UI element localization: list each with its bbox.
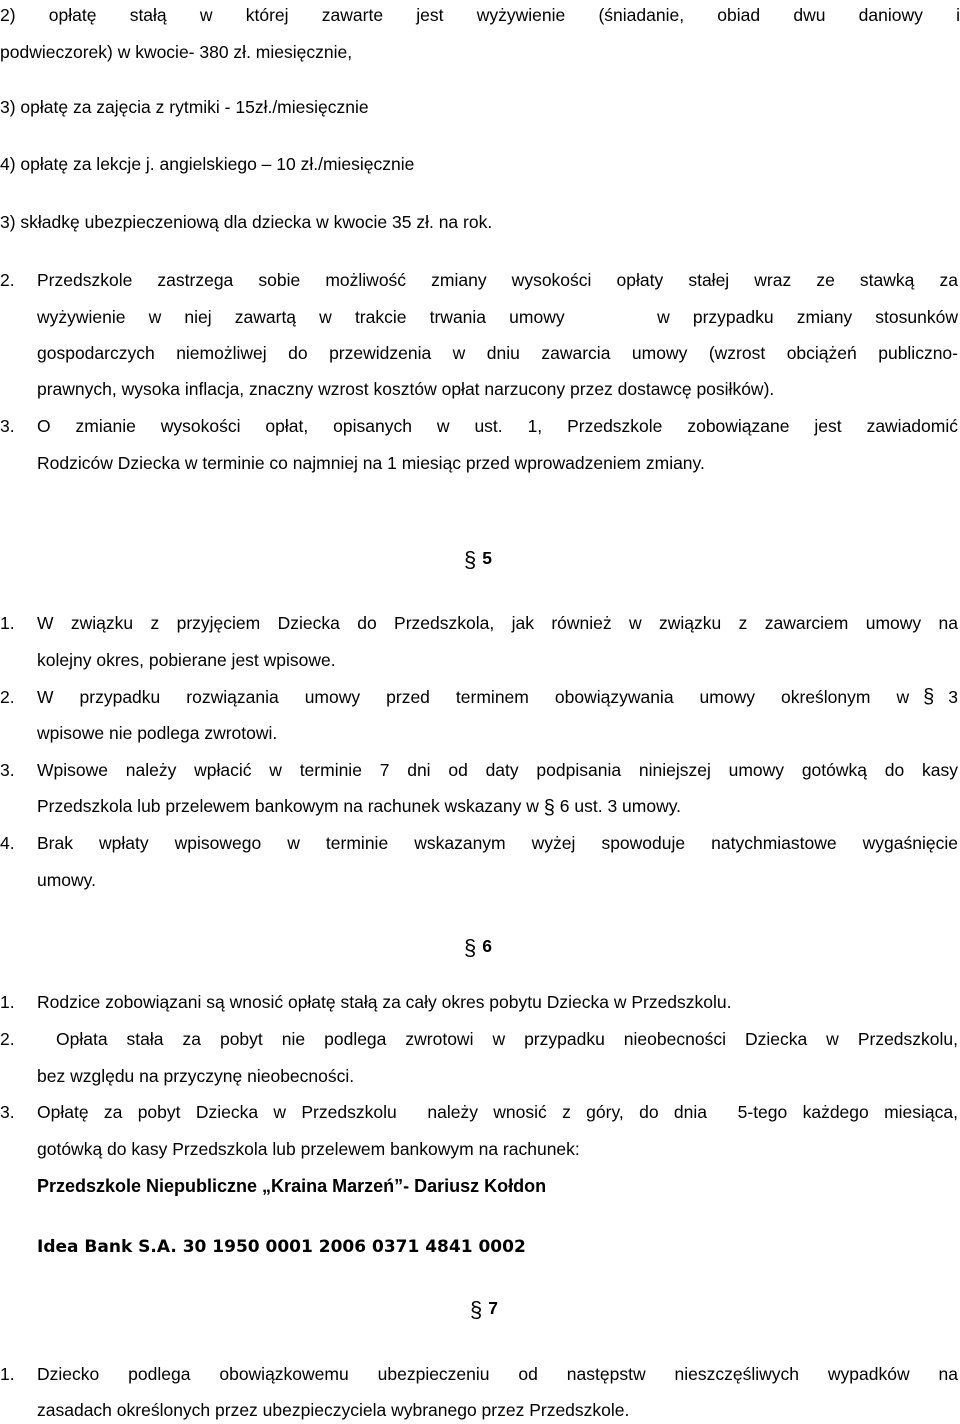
item-number: 3.: [0, 1102, 15, 1122]
paragraph-3-line: Rodziców Dziecka w terminie co najmniej na 1 miesiąc przed wprowadzeniem zmiany.: [37, 453, 705, 473]
item-number: 4.: [0, 833, 15, 853]
paragraph-3-line: O zmianie wysokości opłat, opisanych w ust. 1, Przedszkole zobowiązane jest zawiadomić: [37, 416, 958, 436]
item-number: 2.: [0, 1029, 15, 1049]
section-6-item-2-line: bez względu na przyczynę nieobecności.: [37, 1066, 355, 1086]
section-symbol-icon: §: [464, 547, 477, 572]
item-text: 3: [948, 687, 958, 707]
fee-item-english: 4) opłatę za lekcje j. angielskiego – 10 zł./miesięcznie: [0, 154, 415, 174]
section-5-item-1-line: kolejny okres, pobierane jest wpisowe.: [37, 650, 336, 670]
item-text: 6 ust. 3 umowy.: [559, 796, 682, 816]
item-text: W przypadku rozwiązania umowy przed terminem obowiązywania umowy określonym w: [37, 687, 910, 707]
item-number: 3.: [0, 760, 15, 780]
section-5-item-4-line: umowy.: [37, 870, 96, 890]
section-5-item-1-line: W związku z przyjęciem Dziecka do Przedszkola, jak również w związku z zawarciem umowy na: [37, 613, 958, 633]
fee-item-2-line-2: podwieczorek) w kwocie- 380 zł. miesięcznie,: [0, 42, 353, 62]
fee-item-2-line-1: 2) opłatę stałą w której zawarte jest wyżywienie (śniadanie, obiad dwu daniowy i: [0, 5, 960, 25]
paragraph-2-line: prawnych, wysoka inflacja, znaczny wzrost kosztów opłat narzucony przez dostawcę posiłków).: [37, 379, 775, 399]
section-symbol-icon: §: [543, 797, 555, 819]
paragraph-2-number: 2.: [0, 270, 15, 290]
section-5-item-3-line: Wpisowe należy wpłacić w terminie 7 dni od daty podpisania niniejszej umowy gotówką do kasy: [37, 760, 958, 780]
account-holder: Przedszkole Niepubliczne „Kraina Marzeń”- Dariusz Kołdon: [37, 1176, 547, 1196]
section-heading-6: [464, 934, 492, 960]
section-5-item-3-line: [37, 794, 958, 820]
paragraph-2-line: wyżywienie w niej zawartą w trakcie trwania umowy w przypadku zmiany stosunków: [37, 307, 958, 327]
section-6-item-1-line: Rodzice zobowiązani są wnosić opłatę stałą za cały okres pobytu Dziecka w Przedszkolu.: [37, 992, 732, 1012]
fee-item-rhythm: 3) opłatę za zajęcia z rytmiki - 15zł./miesięcznie: [0, 97, 369, 117]
section-symbol-icon: §: [464, 935, 477, 960]
item-number: 1.: [0, 613, 15, 633]
item-text: Przedszkola lub przelewem bankowym na rachunek wskazany w: [37, 796, 539, 816]
bank-account: Idea Bank S.A. 30 1950 0001 2006 0371 4841 0002: [37, 1237, 526, 1257]
section-6-item-3-line: Opłatę za pobyt Dziecka w Przedszkolu należy wnosić z góry, do dnia 5-tego każdego miesiąca,: [37, 1102, 958, 1122]
section-heading-7: [470, 1296, 498, 1322]
section-7-item-1-line: Dziecko podlega obowiązkowemu ubezpieczeniu od następstw nieszczęśliwych wypadków na: [37, 1364, 958, 1384]
item-number: 2.: [0, 687, 15, 707]
section-7-item-1-line: zasadach określonych przez ubezpieczyciela wybranego przez Przedszkole.: [37, 1400, 630, 1420]
item-number: 1.: [0, 992, 15, 1012]
section-5-item-4-line: Brak wpłaty wpisowego w terminie wskazanym wyżej spowoduje natychmiastowe wygaśnięcie: [37, 833, 958, 853]
paragraph-3-number: 3.: [0, 416, 15, 436]
fee-item-insurance: 3) składkę ubezpieczeniową dla dziecka w kwocie 35 zł. na rok.: [0, 212, 493, 232]
section-symbol-icon: §: [470, 1297, 483, 1322]
section-heading-5: [464, 546, 492, 572]
item-number: 1.: [0, 1364, 15, 1384]
paragraph-2-line: gospodarczych niemożliwej do przewidzenia w dniu zawarcia umowy (wzrost obciążeń publiczno-: [37, 343, 958, 363]
paragraph-2-line: Przedszkole zastrzega sobie możliwość zmiany wysokości opłaty stałej wraz ze stawką za: [37, 270, 958, 290]
section-5-item-2-line: [37, 685, 958, 709]
section-number: 5: [482, 548, 492, 568]
section-number: 6: [482, 936, 492, 956]
section-symbol-icon: §: [923, 686, 935, 708]
section-5-item-2-line: wpisowe nie podlega zwrotowi.: [37, 723, 278, 743]
section-number: 7: [488, 1298, 498, 1318]
section-6-item-2-line: Opłata stała za pobyt nie podlega zwrotowi w przypadku nieobecności Dziecka w Przedszkolu,: [37, 1029, 958, 1049]
section-6-item-3-line: gotówką do kasy Przedszkola lub przelewem bankowym na rachunek:: [37, 1139, 580, 1159]
